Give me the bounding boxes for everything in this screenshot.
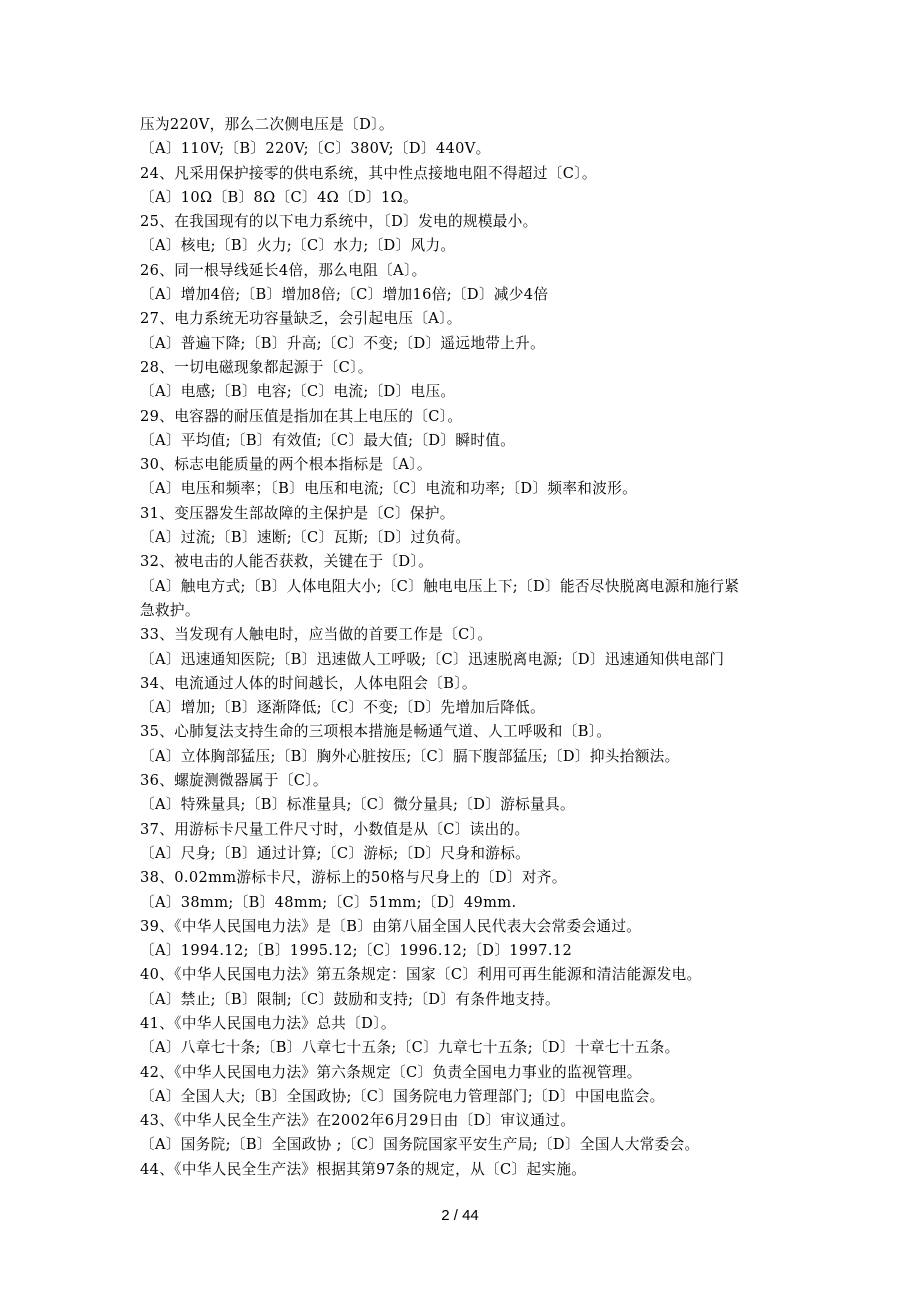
- text-line: 〔A〕普遍下降;〔B〕升高;〔C〕不变;〔D〕遥远地带上升。: [140, 334, 546, 352]
- text-line: 30、标志电能质量的两个根本指标是〔A〕。: [140, 456, 432, 474]
- text-line: 〔A〕10Ω〔B〕8Ω〔C〕4Ω〔D〕1Ω。: [140, 188, 418, 206]
- text-line: 〔A〕38mm;〔B〕48mm;〔C〕51mm;〔D〕49mm.: [140, 893, 517, 911]
- text-line: 〔A〕立体胸部猛压;〔B〕胸外心脏按压;〔C〕膈下腹部猛压;〔D〕抑头抬额法。: [140, 747, 680, 765]
- text-line: 34、电流通过人体的时间越长，人体电阻会〔B〕。: [140, 674, 477, 692]
- text-line: 25、在我国现有的以下电力系统中，〔D〕发电的规模最小。: [140, 213, 538, 231]
- text-line: 〔A〕八章七十条;〔B〕八章七十五条;〔C〕九章七十五条;〔D〕十章七十五条。: [140, 1039, 680, 1057]
- page-number: 2 / 44: [441, 1207, 479, 1224]
- question-text-block: [140, 113, 790, 1182]
- text-line: 〔A〕增加4倍;〔B〕增加8倍;〔C〕增加16倍;〔D〕减少4倍: [140, 286, 549, 304]
- text-line: 28、一切电磁现象都起源于〔C〕。: [140, 358, 373, 376]
- text-line: 37、用游标卡尺量工件尺寸时，小数值是从〔C〕读出的。: [140, 820, 530, 838]
- text-line: 〔A〕全国人大;〔B〕全国政协;〔C〕国务院电力管理部门;〔D〕中国电监会。: [140, 1087, 665, 1105]
- text-line: 35、心肺复法支持生命的三项根本措施是畅通气道、人工呼吸和〔B〕。: [140, 723, 612, 741]
- text-line: 33、当发现有人触电时，应当做的首要工作是〔C〕。: [140, 626, 493, 644]
- text-line: 〔A〕迅速通知医院;〔B〕迅速做人工呼吸;〔C〕迅速脱离电源;〔D〕迅速通知供电部门: [140, 650, 725, 668]
- text-line: 27、电力系统无功容量缺乏，会引起电压〔A〕。: [140, 310, 462, 328]
- text-line: 〔A〕1994.12;〔B〕1995.12;〔C〕1996.12;〔D〕1997.12: [140, 942, 573, 960]
- text-line: 〔A〕平均值;〔B〕有效值;〔C〕最大值;〔D〕瞬时值。: [140, 431, 516, 449]
- text-line: 〔A〕特殊量具;〔B〕标准量具;〔C〕微分量具;〔D〕游标量具。: [140, 796, 575, 814]
- text-line: 〔A〕国务院;〔B〕全国政协 ;〔C〕国务院国家平安生产局;〔D〕全国人大常委会。: [140, 1136, 700, 1154]
- text-line: 〔A〕电压和频率；〔B〕电压和电流;〔C〕电流和功率;〔D〕频率和波形。: [140, 480, 638, 498]
- text-line: 32、被电击的人能否获救，关键在于〔D〕。: [140, 553, 434, 571]
- text-line: 压为220V，那么二次侧电压是〔D〕。: [140, 116, 394, 133]
- text-line: 〔A〕电感;〔B〕电容;〔C〕电流;〔D〕电压。: [140, 383, 456, 401]
- text-line: 〔A〕触电方式;〔B〕人体电阻大小;〔C〕触电电压上下;〔D〕能否尽快脱离电源和施行紧: [140, 577, 740, 595]
- text-line: 29、电容器的耐压值是指加在其上电压的〔C〕。: [140, 407, 463, 425]
- text-line: 〔A〕过流;〔B〕速断;〔C〕瓦斯;〔D〕过负荷。: [140, 529, 471, 547]
- text-line: 40、《中华人民国电力法》第五条规定：国家〔C〕利用可再生能源和清洁能源发电。: [140, 966, 702, 984]
- text-line: 31、变压器发生部故障的主保护是〔C〕保护。: [140, 504, 455, 522]
- text-line: 41、《中华人民国电力法》总共〔D〕。: [140, 1014, 396, 1032]
- text-line: 43、《中华人民全生产法》在2002年6月29日由〔D〕审议通过。: [140, 1112, 576, 1130]
- text-line: 26、同一根导线延长4倍，那么电阻〔A〕。: [140, 261, 427, 279]
- text-line: 38、0.02mm游标卡尺，游标上的50格与尺身上的〔D〕对齐。: [140, 869, 567, 887]
- text-line: 36、螺旋测微器属于〔C〕。: [140, 772, 328, 790]
- text-line: 急救护。: [140, 601, 200, 619]
- text-line: 39、《中华人民国电力法》是〔B〕由第八届全国人民代表大会常委会通过。: [140, 917, 642, 935]
- text-line: 〔A〕核电;〔B〕火力;〔C〕水力;〔D〕风力。: [140, 237, 456, 255]
- text-line: 〔A〕110V;〔B〕220V;〔C〕380V;〔D〕440V。: [140, 140, 491, 158]
- text-line: 〔A〕禁止;〔B〕限制;〔C〕鼓励和支持;〔D〕有条件地支持。: [140, 990, 560, 1008]
- text-line: 〔A〕增加;〔B〕逐渐降低;〔C〕不变;〔D〕先增加后降低。: [140, 699, 546, 717]
- text-line: 24、凡采用保护接零的供电系统，其中性点接地电阻不得超过〔C〕。: [140, 164, 597, 182]
- text-line: 〔A〕尺身;〔B〕通过计算;〔C〕游标;〔D〕尺身和游标。: [140, 844, 531, 862]
- text-line: 44、《中华人民全生产法》根据其第97条的规定，从〔C〕起实施。: [140, 1160, 587, 1178]
- text-line: 42、《中华人民国电力法》第六条规定〔C〕负责全国电力事业的监视管理。: [140, 1063, 642, 1081]
